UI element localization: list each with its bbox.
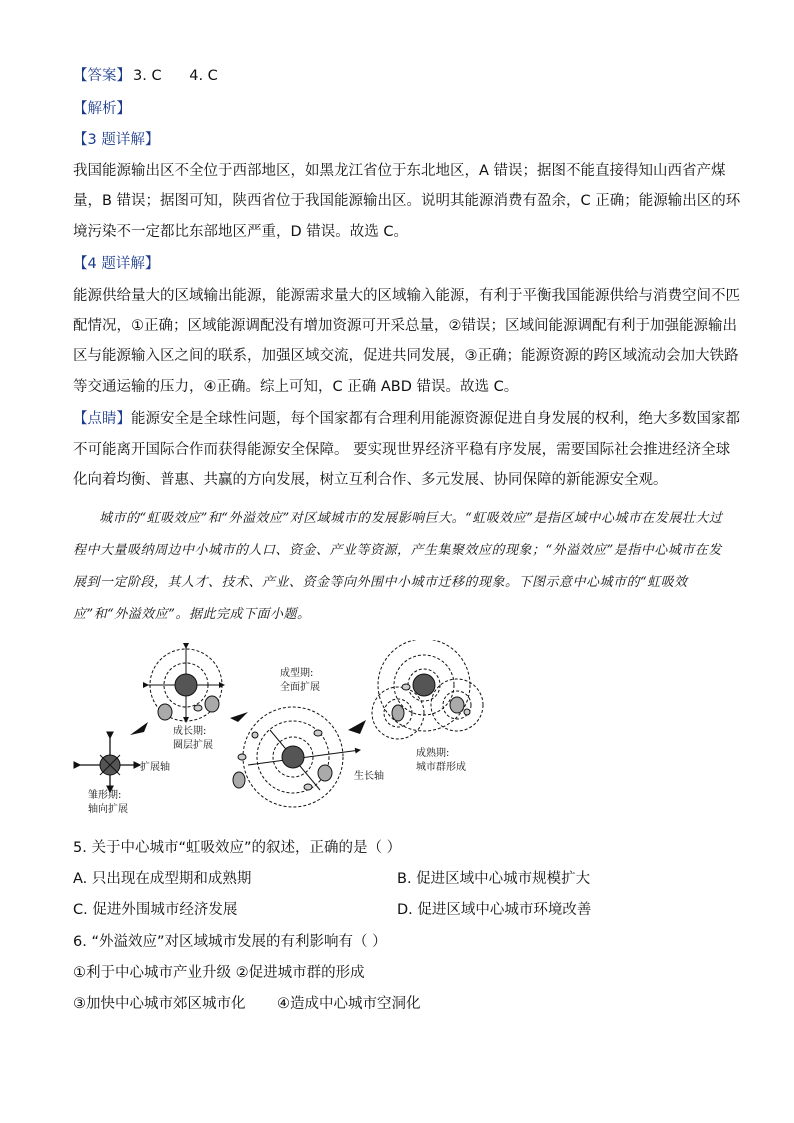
q5-option-d[interactable]: D. 促进区域中心城市环境改善 [397, 902, 592, 918]
stage1-sub: 轴向扩展 [88, 804, 128, 815]
city-development-figure [70, 640, 500, 825]
reading-passage [73, 503, 723, 631]
stage3-title: 成型期: [280, 668, 314, 679]
passage-text: 城市的“虹吸效应”和“外溢效应”对区域城市的发展影响巨大。“虹吸效应”是指区域中心城市在发展壮大过程中大量吸纳周边中小城市的人口、资金、产业等资源，产生集聚效应的现象；“外溢效应”是指中心城市在发展到一定阶段，其人才、技术、产业、资金等向外围中小城市迁移的现象。下图示意中心城市的“虹吸效应”和“外溢效应”。据此完成下面小题。 [73, 511, 723, 622]
stage3-diagram [233, 707, 360, 807]
q3-line-3: 境污染不一定都比东部地区严重，D 错误。故选 C。 [73, 224, 409, 240]
q3-tag: 【3 题详解】 [73, 132, 160, 148]
stage2-sub: 圈层扩展 [173, 740, 213, 751]
stage1-title: 雏形期: [88, 790, 122, 801]
comment-line-2: 不可能离开国际合作而获得能源安全保障。 要实现世界经济平稳有序发展，需要国际社会推进经济全球 [73, 442, 731, 458]
comment-text-1: 能源安全是全球性问题，每个国家都有合理利用能源资源促进自身发展的权利，绝大多数国家都 [131, 411, 740, 427]
q6-option-3[interactable]: ③加快中心城市郊区城市化 [73, 996, 246, 1012]
axis3-label: 生长轴 [354, 771, 384, 782]
answer-value: 3. C 4. C [133, 68, 218, 84]
stage2-title: 成长期: [173, 726, 207, 737]
comment-line-3: 化向着均衡、普惠、共赢的方向发展，树立互利合作、多元发展、协同保障的新能源安全观。 [73, 472, 668, 488]
q4-line-4: 等交通运输的压力，④正确。综上可知，C 正确 ABD 错误。故选 C。 [73, 379, 519, 395]
answer-label: 【答案】 [73, 68, 131, 84]
q4-line-2: 配情况，①正确；区域能源调配没有增加资源可开采总量，②错误；区域间能源调配有利于加强能源输出 [73, 318, 737, 334]
stage4-sub: 城市群形成 [416, 762, 466, 773]
comment-tag: 【点睛】 [73, 411, 131, 427]
q5-option-a[interactable]: A. 只出现在成型期和成熟期 [73, 871, 252, 887]
q6-stem: 6. “外溢效应”对区域城市发展的有利影响有（ ） [73, 934, 387, 950]
q5-option-c[interactable]: C. 促进外围城市经济发展 [73, 902, 238, 918]
q6-options-1-2[interactable]: ①利于中心城市产业升级 ②促进城市群的形成 [73, 965, 365, 981]
q4-line-3: 区与能源输入区之间的联系，加强区域交流，促进共同发展，③正确；能源资源的跨区域流动会加大铁路 [73, 348, 739, 364]
comment-line-1 [73, 409, 740, 429]
q3-line-2: 量，B 错误；据图可知，陕西省位于我国能源输出区。说明其能源消费有盈余，C 正确；能源输出区的环 [73, 193, 741, 209]
stage4-diagram [372, 640, 483, 739]
stage2-diagram [148, 648, 224, 722]
q4-tag: 【4 题详解】 [73, 256, 160, 272]
axis1-label: 扩展轴 [140, 762, 170, 773]
q4-line-1: 能源供给量大的区域输出能源，能源需求量大的区域输入能源，有利于平衡我国能源供给与消费空间不匹 [73, 288, 740, 304]
q5-option-b[interactable]: B. 促进区域中心城市规模扩大 [397, 871, 591, 887]
q3-line-1: 我国能源输出区不全位于西部地区，如黑龙江省位于东北地区，A 错误；据图不能直接得知山西省产煤 [73, 163, 726, 179]
stage4-title: 成熟期: [416, 748, 450, 759]
q5-stem: 5. 关于中心城市“虹吸效应”的叙述，正确的是（ ） [73, 840, 402, 856]
q6-option-4[interactable]: ④造成中心城市空洞化 [277, 996, 421, 1012]
answer-line [73, 66, 218, 86]
analysis-label: 【解析】 [73, 101, 131, 117]
stage3-sub: 全面扩展 [280, 682, 320, 693]
stage1-diagram [80, 738, 140, 792]
